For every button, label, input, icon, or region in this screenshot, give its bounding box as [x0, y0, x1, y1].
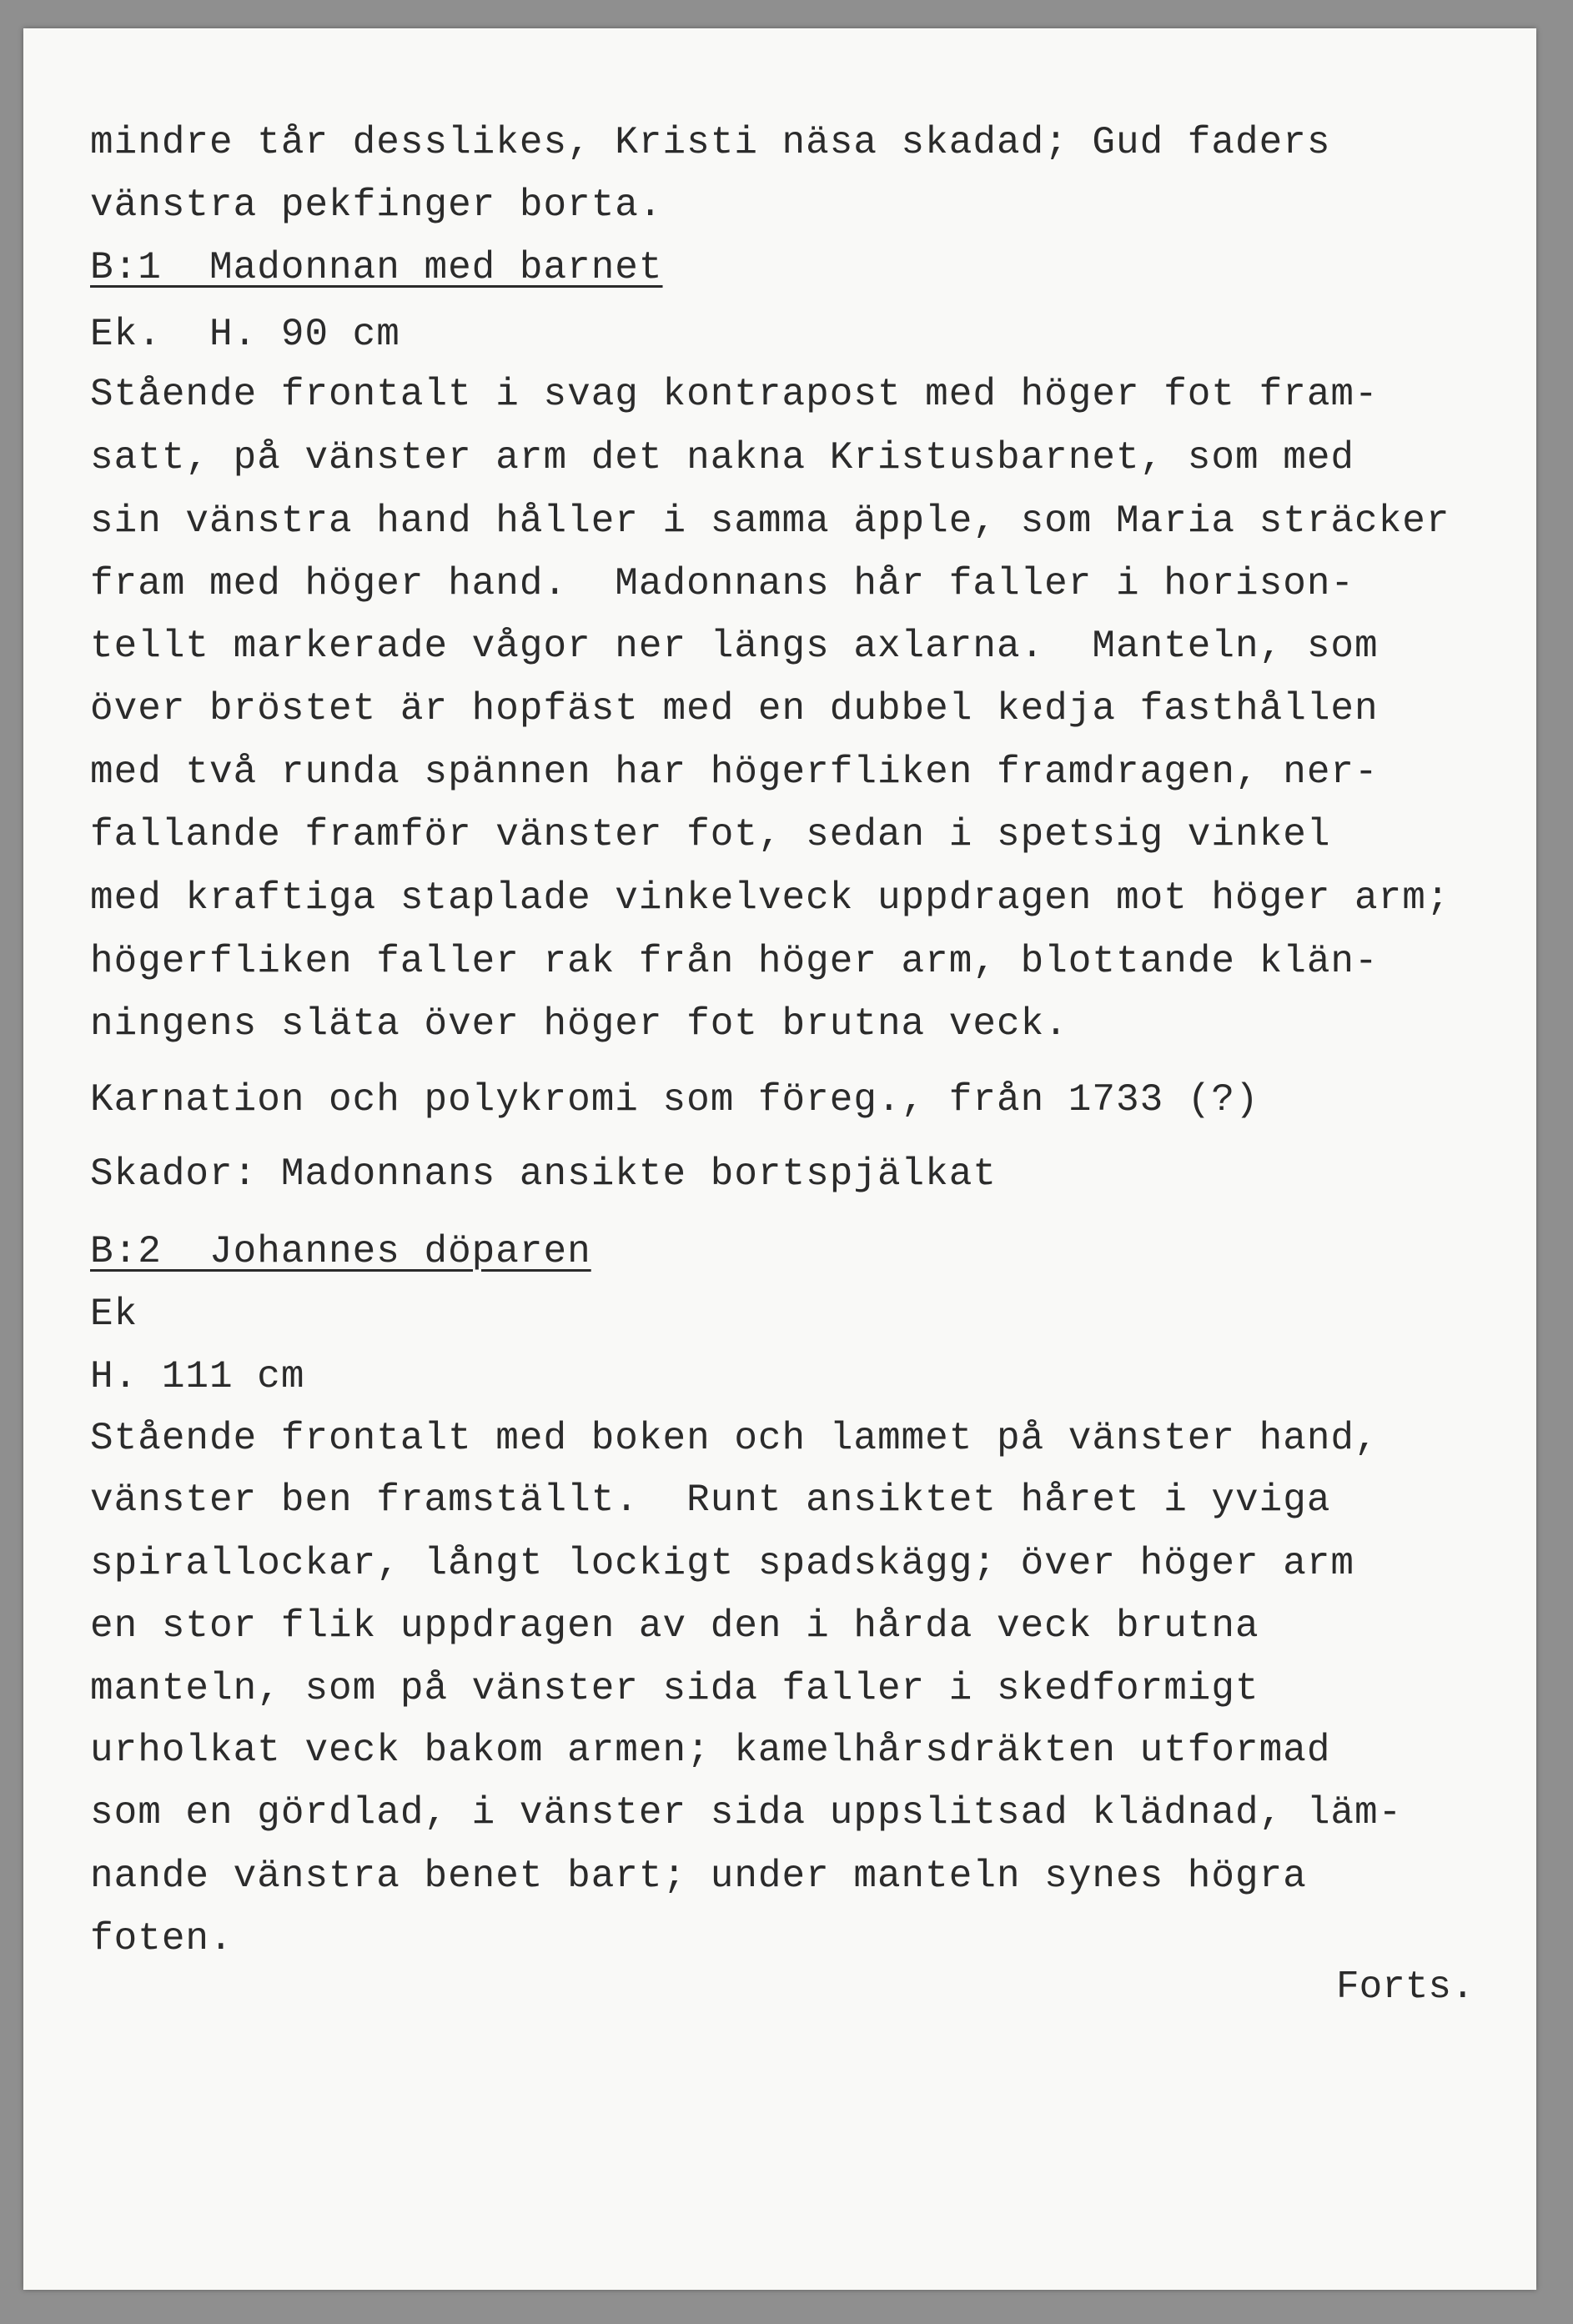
text-line: med kraftiga staplade vinkelveck uppdragen mot höger arm; [90, 876, 1450, 920]
text-line: högerfliken faller rak från höger arm, blottande klän- [90, 940, 1379, 983]
text-line: vänster ben framställt. Runt ansiktet håret i yviga [90, 1478, 1331, 1522]
text-line: Ek [90, 1293, 138, 1336]
text-line: nande vänstra benet bart; under manteln synes högra [90, 1855, 1307, 1898]
text-line: Stående frontalt med boken och lammet på vänster hand, [90, 1417, 1379, 1460]
text-line: urholkat veck bakom armen; kamelhårsdräkten utformad [90, 1729, 1331, 1772]
text-line: mindre tår desslikes, Kristi näsa skadad; Gud faders [90, 121, 1331, 164]
text-line: en stor flik uppdragen av den i hårda veck brutna [90, 1604, 1259, 1648]
text-line: manteln, som på vänster sida faller i skedformigt [90, 1667, 1259, 1710]
continuation-note: Forts. [1336, 1965, 1475, 2009]
text-line: som en gördlad, i vänster sida uppslitsad klädnad, läm- [90, 1791, 1403, 1835]
text-line: Ek. H. 90 cm [90, 313, 400, 356]
text-line: fram med höger hand. Madonnans hår faller i horison- [90, 562, 1355, 605]
text-line: spirallockar, långt lockigt spadskägg; över höger arm [90, 1542, 1355, 1585]
index-card [23, 28, 1536, 2290]
section-heading-b1: B:1 Madonnan med barnet [90, 246, 663, 289]
text-line: foten. [90, 1917, 234, 1960]
text-line: Karnation och polykromi som föreg., från 1733 (?) [90, 1078, 1259, 1122]
text-line: fallande framför vänster fot, sedan i spetsig vinkel [90, 813, 1331, 856]
text-line: över bröstet är hopfäst med en dubbel kedja fasthållen [90, 687, 1379, 730]
text-line: vänstra pekfinger borta. [90, 183, 663, 227]
text-line: H. 111 cm [90, 1355, 305, 1398]
text-line: tellt markerade vågor ner längs axlarna. Manteln, som [90, 625, 1379, 668]
section-heading-b2: B:2 Johannes döparen [90, 1230, 591, 1273]
text-line: ningens släta över höger fot brutna veck. [90, 1002, 1068, 1046]
text-line: med två runda spännen har högerfliken framdragen, ner- [90, 750, 1379, 794]
text-line: sin vänstra hand håller i samma äpple, som Maria sträcker [90, 499, 1450, 543]
text-line: Stående frontalt i svag kontrapost med höger fot fram- [90, 373, 1379, 416]
text-line: satt, på vänster arm det nakna Kristusbarnet, som med [90, 436, 1355, 479]
text-line: Skador: Madonnans ansikte bortspjälkat [90, 1152, 997, 1196]
